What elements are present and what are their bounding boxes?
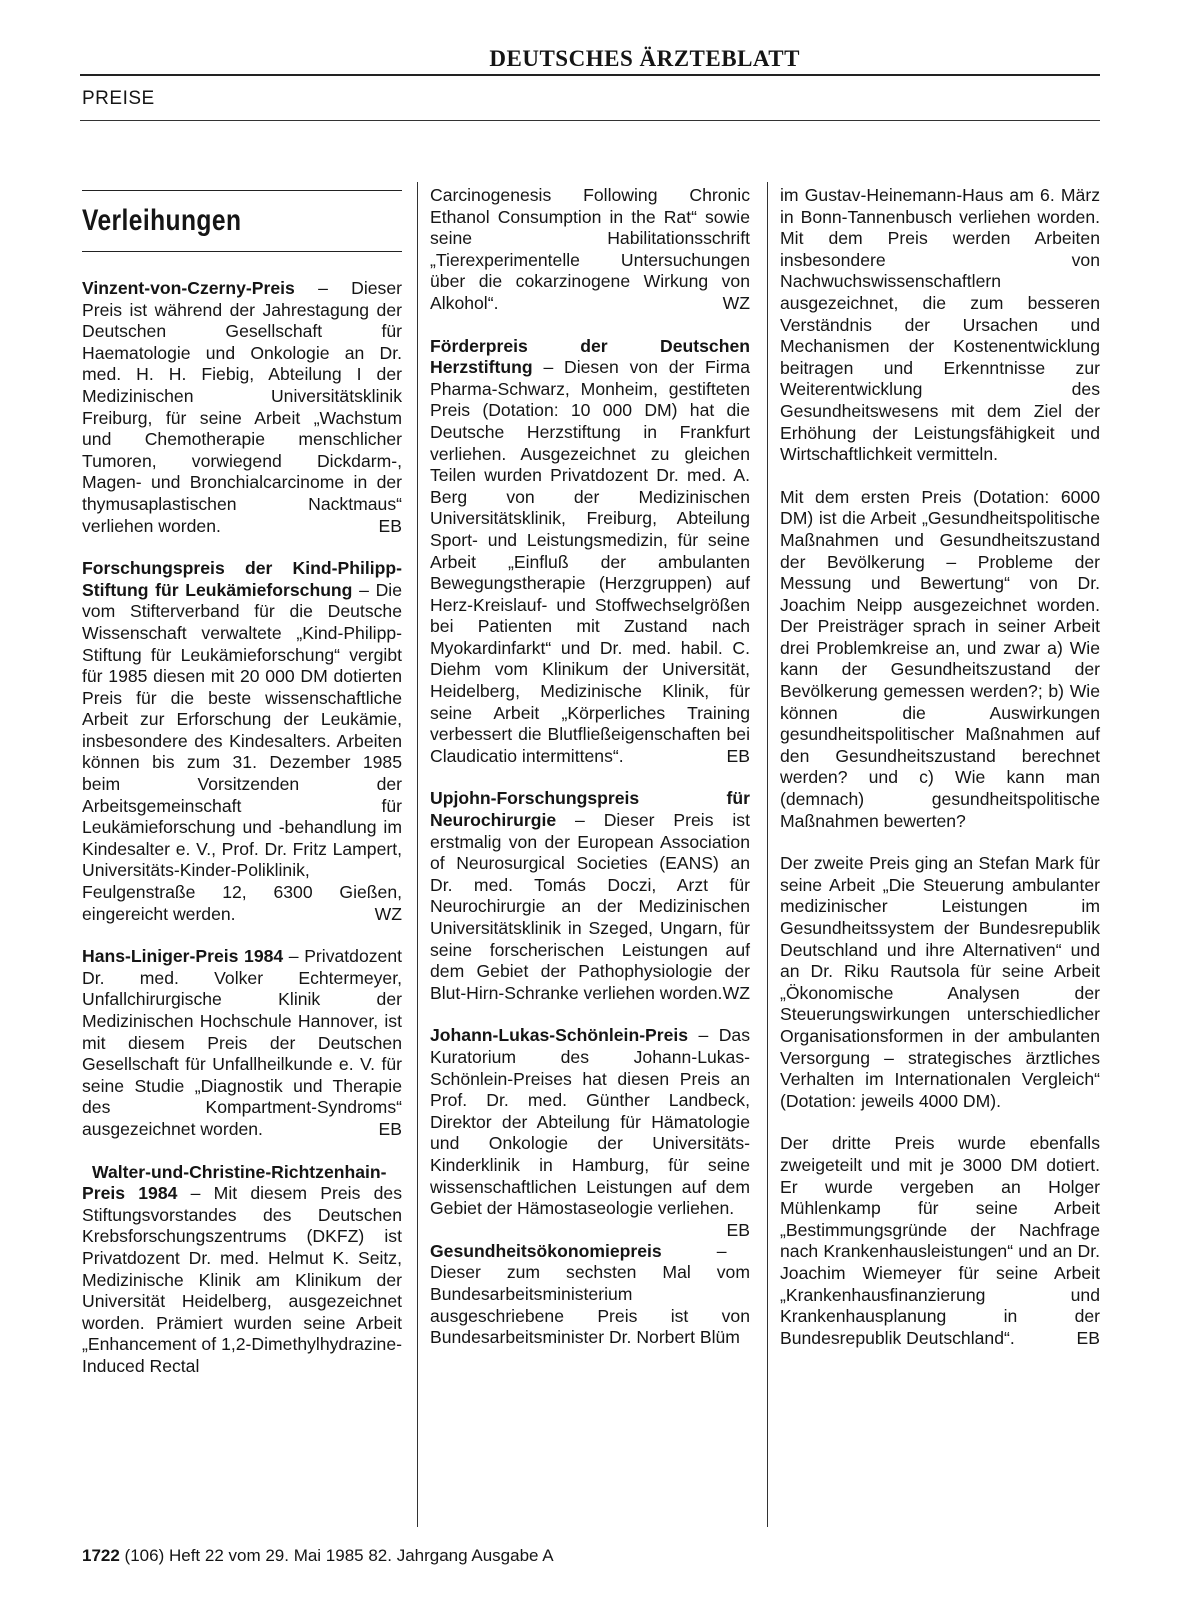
- paragraph-text: Carcinogenesis Following Chronic Ethanol Consumption in the Rat“ sowie seine Habilitationsschrift „Tierexperimentelle Untersuchungen über die cokarzinogene Wirkung von Alkohol“.: [430, 185, 750, 313]
- section-label: PREISE: [82, 88, 155, 109]
- author-signature: EB: [726, 745, 750, 766]
- heading-rule-top: [82, 190, 402, 191]
- page-number: 1722: [82, 1546, 120, 1565]
- author-signature: WZ: [374, 903, 402, 924]
- paragraph-text: Der dritte Preis wurde ebenfalls zweigeteilt und mit je 3000 DM dotiert. Er wurde vergeben an Holger Mühlenkamp für seine Arbeit „Bestimmungsgründe der Nachfrage nach Krankenhausleistungen“ und an Dr. Joachim Wiemeyer für seine Arbeit „Krankenhausfinanzierung und Krankenhausplanung in der Bundesrepublik Deutschland“.: [780, 1133, 1100, 1348]
- paragraph: [82, 946, 402, 1140]
- paragraph-text: – Diesen von der Firma Pharma-Schwarz, Monheim, gestifteten Preis (Dotation: 10 000 DM) hat die Deutsche Herzstiftung in Frankfurt verliehen. Ausgezeichnet zu gleichen Teilen wurden Privatdozent Dr. med. A. Berg von der Medizinischen Universitätsklinik, Freiburg, Abteilung Sport- und Leistungsmedizin, für seine Arbeit „Einfluß der ambulanten Bewegungstherapie (Herzgruppen) auf Herz-Kreislauf- und Stoffwechselgrößen bei Patienten mit Zustand nach Myokardinfarkt“ und Dr. med. habil. C. Diehm vom Klinikum der Universität, Heidelberg, Medizinische Klinik, für seine Arbeit „Körperliches Training verbessert die Blutfließeigenschaften bei Claudicatio intermittens“.: [430, 357, 750, 766]
- paragraph-text: – Mit diesem Preis des Stiftungsvorstandes des Deutschen Krebsforschungszentrums (DKFZ) ist Privatdozent Dr. med. Helmut K. Seitz, Medizinische Klinik am Klinikum der Universität Heidelberg, ausgezeichnet worden. Prämiert wurden seine Arbeit „Enhancement of 1,2-Dimethylhydrazine-Induced Rectal: [82, 1183, 402, 1376]
- paragraph: [82, 1162, 402, 1378]
- paragraph-title: Vinzent-von-Czerny-Preis: [82, 278, 295, 298]
- paragraph-text: – Privatdozent Dr. med. Volker Echtermeyer, Unfallchirurgische Klinik der Medizinischen Hochschule Hannover, ist mit diesem Preis der Deutschen Gesellschaft für Unfallheilkunde e. V. für seine Studie „Diagnostik und Therapie des Kompartment-Syndroms“ ausgezeichnet worden.: [82, 946, 402, 1139]
- author-signature: WZ: [722, 292, 750, 313]
- paragraph: Der zweite Preis ging an Stefan Mark für seine Arbeit „Die Steuerung ambulanter medizinischer Leistungen im Gesundheitssystem der Bundesrepublik Deutschland und ihre Alternativen“ und an Dr. Riku Rautsola für seine Arbeit „Ökonomische Analysen der Steuerungswirkungen unterschiedlicher Organisationsformen in der ambulanten Versorgung – strategisches ärztliches Verhalten im Internationalen Vergleich“ (Dotation: jeweils 4000 DM).: [780, 853, 1100, 1111]
- paragraph: [780, 1133, 1100, 1349]
- masthead-rule: [80, 74, 1100, 76]
- paragraph-text: – Dieser zum sechsten Mal vom Bundesarbeitsministerium ausgeschriebene Preis ist von Bundesarbeitsminister Dr. Norbert Blüm: [430, 1240, 750, 1348]
- column-2: [430, 185, 750, 1370]
- section-rule: [80, 120, 1100, 121]
- paragraph-text: – Dieser Preis ist erstmalig von der European Association of Neurosurgical Societies (EANS) an Dr. med. Tomás Doczi, Arzt für Neurochirurgie an der Medizinischen Universitätsklinik in Szeged, Ungarn, für seine forscherischen Leistungen auf dem Gebiet der Pathophysiologie der Blut-Hirn-Schranke verliehen worden.: [430, 810, 750, 1003]
- issue-info: (106) Heft 22 vom 29. Mai 1985 82. Jahrgang Ausgabe A: [119, 1546, 554, 1565]
- paragraph-title: Hans-Liniger-Preis 1984: [82, 946, 284, 967]
- paragraph: im Gustav-Heinemann-Haus am 6. März in Bonn-Tannenbusch verliehen worden. Mit dem Preis werden Arbeiten insbesondere von Nachwuchswissenschaftlern ausgezeichnet, die zum besseren Verständnis der Ursachen und Mechanismen der Kostenentwicklung beitragen und Erkenntnisse zur Weiterentwicklung des Gesundheitswesens mit dem Ziel der Erhöhung der Leistungsfähigkeit und Wirtschaftlichkeit vermitteln.: [780, 185, 1100, 465]
- paragraph-title: Upjohn-Forschungspreis für Neurochirurgie: [430, 788, 750, 831]
- column-3: [780, 185, 1100, 1370]
- column-separator: [767, 182, 768, 1527]
- author-signature: EB: [378, 515, 402, 536]
- paragraph: [430, 1241, 750, 1349]
- paragraph-text: – Das Kuratorium des Johann-Lukas-Schönlein-Preises hat diesen Preis an Prof. Dr. med. Günther Landbeck, Direktor der Abteilung für Hämatologie und Onkologie der Universitäts-Kinderklinik in Hamburg, für seine wissenschaftlichen Leistungen auf dem Gebiet der Hämostaseologie verliehen.: [430, 1025, 750, 1219]
- author-signature: EB: [1076, 1327, 1100, 1348]
- heading-rule-bottom: [82, 251, 402, 252]
- paragraph-text: – Die vom Stifterverband für die Deutsche Wissenschaft verwaltete „Kind-Philipp-Stiftung für Leukämieforschung“ vergibt für 1985 diesen mit 20 000 DM dotierten Preis für die beste wissenschaftliche Arbeit zur Erforschung der Leukämie, insbesondere des Kindesalters. Arbeiten können bis zum 31. Dezember 1985 beim Vorsitzenden der Arbeitsgemeinschaft für Leukämieforschung und -behandlung im Kindesalter e. V., Prof. Dr. Fritz Lampert, Universitäts-Kinder-Poliklinik, Feulgenstraße 12, 6300 Gießen, eingereicht werden.: [82, 579, 402, 924]
- author-signature: EB: [378, 1118, 402, 1139]
- paragraph-title: Förderpreis der Deutschen Herzstiftung: [430, 335, 750, 378]
- masthead: DEUTSCHES ÄRZTEBLATT: [489, 46, 800, 71]
- paragraph-title: Forschungspreis der Kind-Philipp-Stiftung für Leukämieforschung: [82, 558, 402, 600]
- paragraph: Mit dem ersten Preis (Dotation: 6000 DM) ist die Arbeit „Gesundheitspolitische Maßnahmen und Gesundheitszustand der Bevölkerung – Probleme der Messung und Bewertung“ von Dr. Joachim Neipp ausgezeichnet worden. Der Preisträger sprach in seiner Arbeit drei Problemkreise an, und zwar a) Wie kann der Gesundheitszustand der Bevölkerung gemessen werden?; b) Wie können die Auswirkungen gesundheitspolitischer Maßnahmen auf den Gesundheitszustand berechnet werden? und c) Wie kann man (demnach) gesundheitspolitische Maßnahmen bewerten?: [780, 486, 1100, 831]
- author-signature: WZ: [722, 982, 750, 1003]
- paragraph: [430, 336, 750, 768]
- column-separator: [417, 182, 418, 1527]
- paragraph: [82, 558, 402, 925]
- page-footer: [82, 1546, 554, 1566]
- paragraph-title: Johann-Lukas-Schönlein-Preis: [430, 1025, 689, 1046]
- paragraph: [430, 1025, 750, 1240]
- paragraph-title: Gesundheitsökonomiepreis: [430, 1240, 662, 1261]
- paragraph: [82, 278, 402, 537]
- column-1: [82, 190, 402, 1399]
- paragraph: [430, 788, 750, 1004]
- paragraph: [430, 185, 750, 315]
- paragraph-title: Walter-und-Christine-Richtzenhain-Preis 1984: [82, 1161, 387, 1204]
- author-signature: EB: [726, 1219, 750, 1240]
- article-heading: Verleihungen: [82, 204, 242, 237]
- paragraph-text: – Dieser Preis ist während der Jahrestagung der Deutschen Gesellschaft für Haematologie und Onkologie an Dr. med. H. H. Fiebig, Abteilung I der Medizinischen Universitätsklinik Freiburg, für seine Arbeit „Wachstum und Chemotherapie menschlicher Tumoren, vorwiegend Dickdarm-, Magen- und Bronchialcarcinome in der thymusaplastischen Nacktmaus“ verliehen worden.: [82, 278, 402, 536]
